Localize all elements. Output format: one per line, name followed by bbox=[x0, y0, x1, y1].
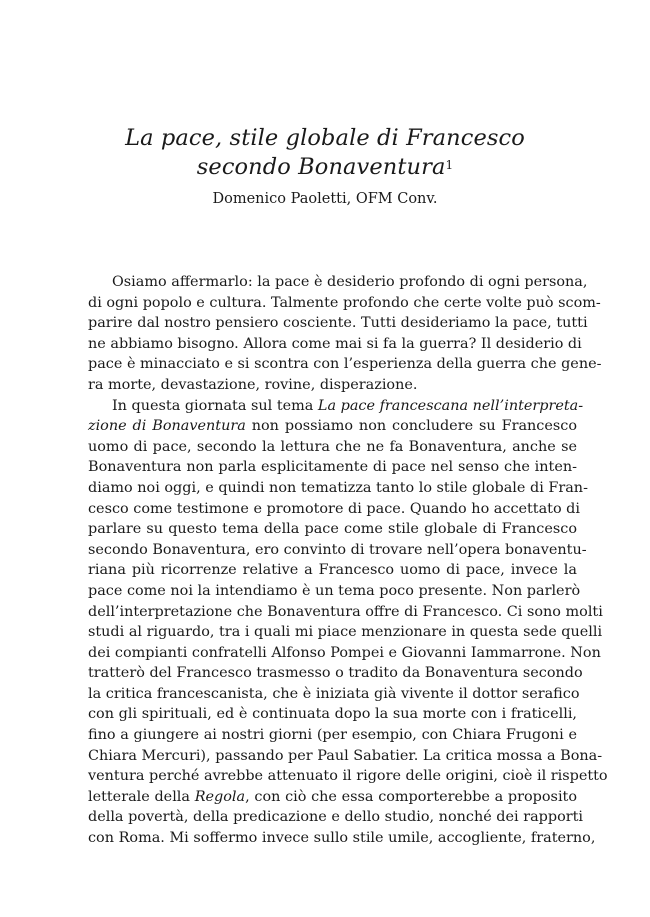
text-run: letterale della bbox=[88, 788, 195, 805]
body-text bbox=[88, 272, 608, 849]
text-line: riana più ricorrenze relative a Francesco uomo di pace, invece la bbox=[88, 562, 577, 579]
title-line-2 bbox=[0, 153, 650, 182]
text-line: parlare su questo tema della pace come stile globale di Francesco bbox=[88, 521, 577, 538]
text-line: Osiamo affermarlo: la pace è desiderio profondo di ogni persona, bbox=[112, 274, 588, 290]
text-line: diamo noi oggi, e quindi non tematizza tanto lo stile globale di Fran- bbox=[88, 479, 588, 496]
paragraph-1 bbox=[88, 272, 602, 396]
title-line-2-text: secondo Bonaventura bbox=[196, 154, 446, 180]
chapter-title bbox=[0, 124, 650, 182]
text-line bbox=[88, 416, 577, 437]
text-line: la critica francescanista, che è iniziata già vivente il dottor serafico bbox=[88, 685, 580, 702]
text-line bbox=[88, 787, 577, 808]
text-line: pace è minacciato e si scontra con l’esperienza della guerra che gene- bbox=[88, 356, 602, 373]
footnote-mark: 1 bbox=[445, 158, 454, 172]
text-run: non possiamo non concludere su Francesco bbox=[245, 418, 577, 435]
text-line: fino a giungere ai nostri giorni (per esempio, con Chiara Frugoni e bbox=[88, 727, 577, 744]
text-line: Chiara Mercuri), passando per Paul Sabatier. La critica mossa a Bona- bbox=[88, 747, 603, 764]
text-line: studi al riguardo, tra i quali mi piace menzionare in questa sede quelli bbox=[88, 624, 603, 641]
text-line: ne abbiamo bisogno. Allora come mai si fa la guerra? Il desiderio di bbox=[88, 335, 582, 352]
text-line: secondo Bonaventura, ero convinto di trovare nell’opera bonaventu- bbox=[88, 541, 587, 558]
author-line: Domenico Paoletti, OFM Conv. bbox=[212, 191, 438, 207]
text-line: della povertà, della predicazione e dello studio, nonché dei rapporti bbox=[88, 809, 584, 826]
text-line: dell’interpretazione che Bonaventura offre di Francesco. Ci sono molti bbox=[88, 603, 603, 620]
text-line: dei compianti confratelli Alfonso Pompei e Giovanni Iammarrone. Non bbox=[88, 644, 601, 661]
text-line: cesco come testimone e promotore di pace. Quando ho accettato di bbox=[88, 500, 581, 517]
text-line: pace come noi la intendiamo è un tema poco presente. Non parlerò bbox=[88, 582, 581, 599]
text-line: parire dal nostro pensiero cosciente. Tutti desideriamo la pace, tutti bbox=[88, 315, 588, 332]
text-line: ra morte, devastazione, rovine, disperazione. bbox=[88, 376, 418, 393]
text-line: uomo di pace, secondo la lettura che ne fa Bonaventura, anche se bbox=[88, 438, 577, 455]
text-line: tratterò del Francesco trasmesso o tradito da Bonaventura secondo bbox=[88, 665, 583, 682]
text-line bbox=[88, 396, 584, 417]
text-run: In questa giornata sul tema bbox=[112, 397, 318, 414]
italic-run: La pace francescana nell’interpreta- bbox=[317, 397, 584, 414]
italic-run: zione di Bonaventura bbox=[88, 418, 246, 435]
italic-run: Regola bbox=[194, 788, 246, 805]
text-line: con gli spirituali, ed è continuata dopo la sua morte con i fraticelli, bbox=[88, 706, 577, 723]
text-line: Bonaventura non parla esplicitamente di pace nel senso che inten- bbox=[88, 459, 577, 476]
text-line: di ogni popolo e cultura. Talmente profondo che certe volte può scom- bbox=[88, 294, 601, 311]
text-line: ventura perché avrebbe attenuato il rigore delle origini, cioè il rispetto bbox=[88, 768, 608, 785]
title-line-1: La pace, stile globale di Francesco bbox=[125, 125, 525, 151]
text-line: con Roma. Mi soffermo invece sullo stile umile, accogliente, fraterno, bbox=[88, 830, 596, 847]
text-run: , con ciò che essa comporterebbe a proposito bbox=[245, 788, 577, 805]
paragraph-2 bbox=[88, 396, 608, 849]
